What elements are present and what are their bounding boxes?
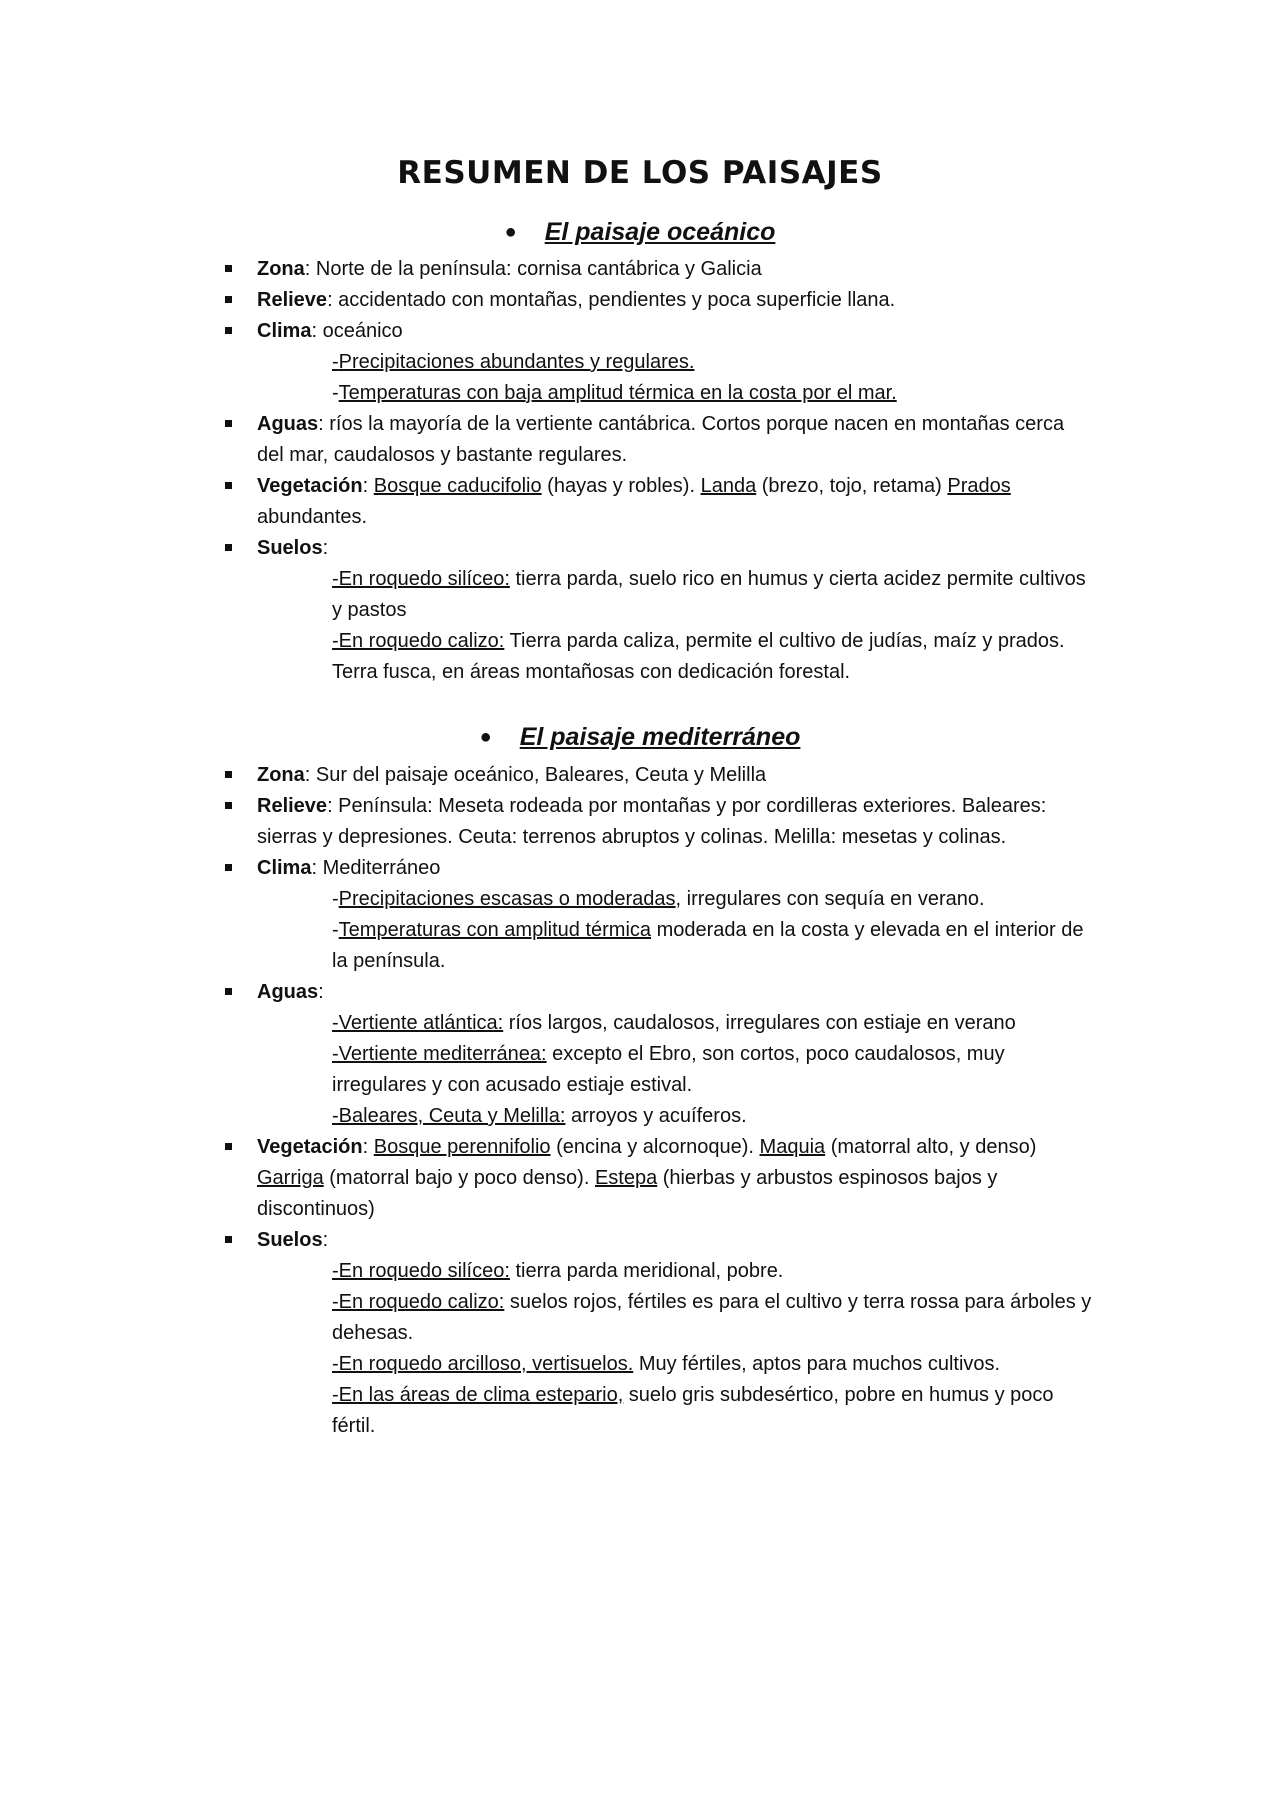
page-title: RESUMEN DE LOS PAISAJES <box>397 155 883 191</box>
list-item-suelos: Suelos: <box>0 1225 1087 1256</box>
aguas-sub-baleares: -Baleares, Ceuta y Melilla: arroyos y acuíferos. <box>332 1105 747 1127</box>
square-bullet <box>225 544 232 551</box>
square-bullet <box>225 988 232 995</box>
list-item-relieve: Relieve: Península: Meseta rodeada por montañas y por cordilleras exteriores. Baleares: sierras y depresiones. Ceuta: terrenos abruptos y colinas. Melilla: mesetas y colinas. <box>0 791 1087 853</box>
bullet-dot: ● <box>479 726 492 748</box>
square-bullet <box>225 265 232 272</box>
list-item-relieve: Relieve: accidentado con montañas, pendientes y poca superficie llana. <box>0 285 1087 316</box>
square-bullet <box>225 771 232 778</box>
square-bullet <box>225 420 232 427</box>
suelos-sub-siliceo: -En roquedo silíceo: tierra parda meridional, pobre. <box>332 1260 784 1282</box>
section-heading-mediterraneo: ● El paisaje mediterráneo <box>479 723 801 751</box>
section-oceanico <box>0 254 1280 688</box>
suelos-sub-siliceo: -En roquedo silíceo: tierra parda, suelo rico en humus y cierta acidez permite cultivos y pastos <box>332 568 1086 621</box>
list-item-vegetacion: Vegetación: Bosque caducifolio (hayas y robles). Landa (brezo, tojo, retama) Prados abundantes. <box>0 471 1087 533</box>
square-bullet <box>225 1143 232 1150</box>
clima-sub-temperaturas: -Temperaturas con amplitud térmica moderada en la costa y elevada en el interior de la península. <box>332 919 1084 972</box>
square-bullet <box>225 1236 232 1243</box>
list-item-suelos: Suelos: <box>0 533 1087 564</box>
bullet-dot: ● <box>504 221 517 243</box>
suelos-sub-arcilloso: -En roquedo arcilloso, vertisuelos. Muy fértiles, aptos para muchos cultivos. <box>332 1353 1001 1375</box>
square-bullet <box>225 327 232 334</box>
square-bullet <box>225 296 232 303</box>
suelos-sub-estepario: -En las áreas de clima estepario, suelo gris subdesértico, pobre en humus y poco fértil. <box>332 1384 1054 1437</box>
square-bullet <box>225 802 232 809</box>
aguas-sub-atlantica: -Vertiente atlántica: ríos largos, caudalosos, irregulares con estiaje en verano <box>332 1012 1016 1034</box>
square-bullet <box>225 482 232 489</box>
section-heading-oceanico: ● El paisaje oceánico <box>504 218 776 246</box>
clima-sub-temperaturas: -Temperaturas con baja amplitud térmica en la costa por el mar. <box>332 382 897 404</box>
list-item-zona: Zona: Sur del paisaje oceánico, Baleares, Ceuta y Melilla <box>0 760 1087 791</box>
aguas-sub-mediterranea: -Vertiente mediterránea: excepto el Ebro, son cortos, poco caudalosos, muy irregulares y con acusado estiaje estival. <box>332 1043 1005 1096</box>
section-mediterraneo <box>0 760 1280 1442</box>
suelos-sub-calizo: -En roquedo calizo: Tierra parda caliza, permite el cultivo de judías, maíz y prados. Terra fusca, en áreas montañosas con dedicación forestal. <box>332 630 1065 683</box>
list-item-clima: Clima: Mediterráneo <box>0 853 1087 884</box>
clima-sub-precipitaciones: -Precipitaciones abundantes y regulares. <box>332 351 695 373</box>
list-item-zona: Zona: Norte de la península: cornisa cantábrica y Galicia <box>0 254 1087 285</box>
list-item-aguas: Aguas: <box>0 977 1087 1008</box>
list-item-vegetacion: Vegetación: Bosque perennifolio (encina y alcornoque). Maquia (matorral alto, y denso) Garriga (matorral bajo y poco denso). Estepa (hierbas y arbustos espinosos bajos y discontinuos) <box>0 1132 1087 1225</box>
list-item-aguas: Aguas: ríos la mayoría de la vertiente cantábrica. Cortos porque nacen en montañas cerca del mar, caudalosos y bastante regulares. <box>0 409 1087 471</box>
square-bullet <box>225 864 232 871</box>
list-item-clima: Clima: oceánico <box>0 316 1087 347</box>
suelos-sub-calizo: -En roquedo calizo: suelos rojos, fértiles es para el cultivo y terra rossa para árboles y dehesas. <box>332 1291 1092 1344</box>
clima-sub-precipitaciones: -Precipitaciones escasas o moderadas, irregulares con sequía en verano. <box>332 888 985 910</box>
